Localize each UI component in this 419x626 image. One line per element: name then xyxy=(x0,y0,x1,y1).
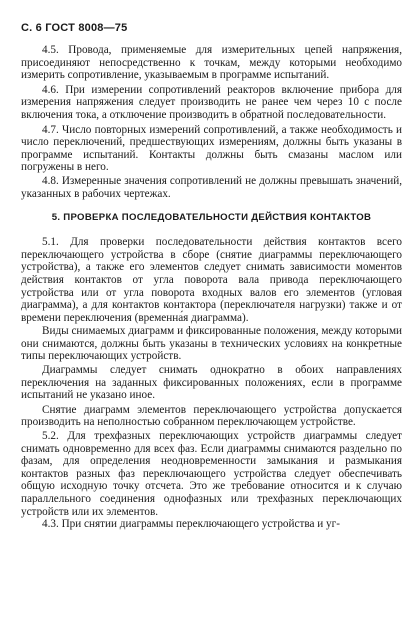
paragraph-5-2: 5.2. Для трехфазных переключающих устройств диаграммы следует снимать одновременно для всех фаз. Если диаграммы снимаются раздельно по фазам, для определения неодновременности замыкания и размыкания контактов разных фаз переключающего устройства следует обеспечивать общую исходную точку отсчета. Это же требование относится и к случаю параллельного соединения однофазных или трехфазных переключающих устройств или их элементов. xyxy=(21,430,402,518)
paragraph-partial-assembly: Снятие диаграмм элементов переключающего устройства допускается производить на неполностью собранном переключающем устройстве. xyxy=(21,403,402,429)
paragraph-diagram-types: Виды снимаемых диаграмм и фиксированные положения, между которыми они снимаются, должны быть указаны в технических условиях на конкретные типы переключающих устройств. xyxy=(21,325,403,363)
paragraph-4-3: 4.3. При снятии диаграммы переключающего устройства и уг- xyxy=(42,518,340,531)
paragraph-4-5: 4.5. Провода, применяемые для измерительных цепей напряжения, присоединяют непосредственно к точкам, между которыми необходимо измерить сопротивление, указываемым в программе испытаний. xyxy=(21,44,402,82)
section-title: 5. ПРОВЕРКА ПОСЛЕДОВАТЕЛЬНОСТИ ДЕЙСТВИЯ КОНТАКТОВ xyxy=(51,212,372,224)
document-body xyxy=(21,44,402,531)
page-header: С. 6 ГОСТ 8008—75 xyxy=(21,22,128,34)
paragraph-diagram-once: Диаграммы следует снимать однократно в обоих направлениях переключения на заданных фиксированных положениях, если в программе испытаний не указано иное. xyxy=(21,364,402,402)
paragraph-5-1: 5.1. Для проверки последовательности действия контактов всего переключающего устройства в сборе (снятие диаграммы переключающего устройства), а также его элементов следует снимать зависимости моментов действия контактов от угла поворота вала привода переключающего устройства или от угла поворота входных валов его элементов (угловая диаграмма), а для контактов контактора (переключателя нагрузки) также и от времени переключения (временна́я диаграмма). xyxy=(21,236,402,324)
paragraph-4-6: 4.6. При измерении сопротивлений реакторов включение прибора для измерения напряжения следует производить не ранее чем через 10 с после включения тока, а отключение производить в обратной последовательности. xyxy=(21,83,402,121)
paragraph-4-8: 4.8. Измеренные значения сопротивлений не должны превышать значений, указанных в рабочих чертежах. xyxy=(21,174,402,200)
paragraph-4-7: 4.7. Число повторных измерений сопротивлений, а также необходимость и число переключений, предшествующих измерениям, должны быть указаны в программе испытаний. Контакты должны быть смазаны маслом или погружены в него. xyxy=(21,123,402,174)
